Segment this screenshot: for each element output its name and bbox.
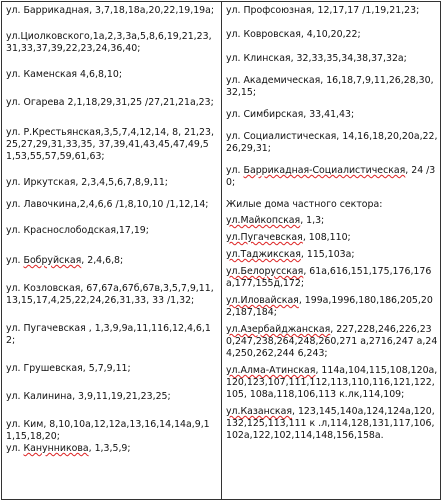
street-houses: , 1,3,5,9; — [88, 443, 131, 454]
street-name: ул.Пугачевская — [226, 232, 303, 243]
street-entry — [226, 5, 438, 17]
street-houses: , 227,228,246,226,230,247,238,264,248,260,271 а,2716,247 а,244,250,262,244 6,243; — [226, 324, 438, 359]
street-name: Канунникова — [23, 443, 89, 454]
street-name: Баррикадная-Социалистическая — [243, 165, 406, 176]
street-name: Бобруйская — [23, 255, 82, 266]
street-entry — [226, 131, 438, 155]
street-houses: , 123,145,140а,124,124а,120,132,125,113,111 к .л,114,128,131,117,106,102а,122,102,114,148,156,158а. — [226, 406, 435, 441]
street-entry — [226, 324, 438, 360]
street-houses: ул. Ким, 8,10,10а,12,12а,13,16,14,14а,9,11,15,18,20; — [6, 419, 210, 442]
street-entry — [6, 283, 216, 307]
street-prefix: ул. — [226, 165, 244, 176]
street-houses: Жилые дома частного сектора: — [226, 199, 383, 210]
street-houses: ул. Ковровская, 4,10,20,22; — [226, 29, 361, 40]
street-entry — [226, 249, 438, 261]
street-entry — [6, 5, 216, 17]
street-houses: ул. Каменская 4,6,8,10; — [6, 69, 122, 80]
street-entry — [6, 97, 216, 109]
street-entry — [6, 69, 216, 81]
street-houses: ул. Лавочкина,2,4,6,6 /1,8,10,10 /1,12,14; — [6, 199, 209, 210]
street-entry — [6, 363, 216, 375]
street-houses: ул. Симбирская, 33,41,43; — [226, 109, 355, 120]
street-houses: ул. Огарева 2,1,18,29,31,25 /27,21,21а,23; — [6, 97, 214, 108]
street-name: ул.Казанская — [226, 406, 292, 417]
street-houses: , 114а,104,115,108,120а,120,123,107,111,112,113,110,116,121,122,105, 108а,118,106,113 к.лк,114,109; — [226, 365, 438, 400]
street-name: ул.Иловайская — [226, 295, 299, 306]
street-houses: ул. Грушевская, 5,7,9,11; — [6, 363, 131, 374]
street-entry — [226, 75, 438, 99]
street-entry — [6, 31, 216, 55]
street-houses: ул. Профсоюзная, 12,17,17 /1,19,21,23; — [226, 5, 420, 16]
street-houses: ул. Краснослободская,17,19; — [6, 225, 149, 236]
street-entry — [226, 29, 438, 41]
street-houses: ул. Клинская, 32,33,35,34,38,37,32а; — [226, 53, 407, 64]
street-prefix: ул. — [6, 443, 24, 454]
street-houses: ул. Пугачевская , 1,3,9,9а,11,116,12,4,6,12; — [6, 323, 211, 346]
streets-table — [1, 1, 441, 500]
street-houses: , 108,110; — [302, 232, 351, 243]
street-entry — [6, 419, 216, 443]
street-houses: ул. Козловская, 67,67а,67б,67в,3,5,7,9,11,13,15,17,4,25,22,24,26,31,33, 33 /1,32; — [6, 283, 214, 306]
right-column — [226, 5, 438, 442]
street-name: ул.Майкопская — [226, 215, 301, 226]
street-entry — [226, 165, 438, 189]
street-houses: ул. Академическая, 16,18,7,9,11,26,28,30,32,15; — [226, 75, 434, 98]
street-name: ул.Алма-Атинская — [226, 365, 316, 376]
street-name: ул.Таджикская — [226, 249, 301, 260]
street-entry — [6, 177, 216, 189]
left-column — [6, 5, 216, 455]
street-prefix: ул. — [6, 255, 24, 266]
street-entry — [6, 225, 216, 237]
street-houses: , 115,103а; — [300, 249, 355, 260]
street-entry — [6, 443, 216, 455]
street-houses: , 2,4,6,8; — [81, 255, 124, 266]
street-entry — [6, 323, 216, 347]
street-entry — [226, 266, 438, 290]
street-entry — [6, 127, 216, 163]
street-entry — [226, 406, 438, 442]
street-entry — [6, 199, 216, 211]
street-houses: ул.Циолковского,1а,2,3,3а,5,8,6,19,21,23,31,33,37,39,22,23,24,36,40; — [6, 31, 212, 54]
street-houses: ул. Баррикадная, 3,7,18,18а,20,22,19,19а; — [6, 5, 215, 16]
street-entry — [226, 232, 438, 244]
street-entry — [226, 109, 438, 121]
street-houses: ул. Социалистическая, 14,16,18,20,20а,22,26,29,31; — [226, 131, 438, 154]
street-houses: , 61а,616,151,175,176,176а,177,155д,172; — [226, 266, 432, 289]
street-name: ул.Азербайджанская — [226, 324, 331, 335]
street-entry — [226, 199, 438, 211]
street-name: ул.Белорусская — [226, 266, 304, 277]
street-houses: ул. Иркутская, 2,3,4,5,6,7,8,9,11; — [6, 177, 168, 188]
street-entry — [226, 365, 438, 401]
street-entry — [6, 255, 216, 267]
street-houses: , 199а,1996,180,186,205,202,187,184; — [226, 295, 433, 318]
street-entry — [6, 391, 216, 403]
street-houses: ул. Р.Крестьянская,3,5,7,4,12,14, 8, 21,23, 25,27,29,31,33,35, 37,39,41,43,45,47,49,51,53,55,57,59,61,63; — [6, 127, 214, 162]
street-entry — [226, 295, 438, 319]
street-houses: , 1,3; — [300, 215, 325, 226]
street-entry — [226, 53, 438, 65]
street-entry — [226, 215, 438, 227]
column-divider — [221, 2, 222, 499]
street-houses: ул. Калинина, 3,9,11,19,21,23,25; — [6, 391, 171, 402]
street-houses: , 24 /30; — [226, 165, 436, 188]
